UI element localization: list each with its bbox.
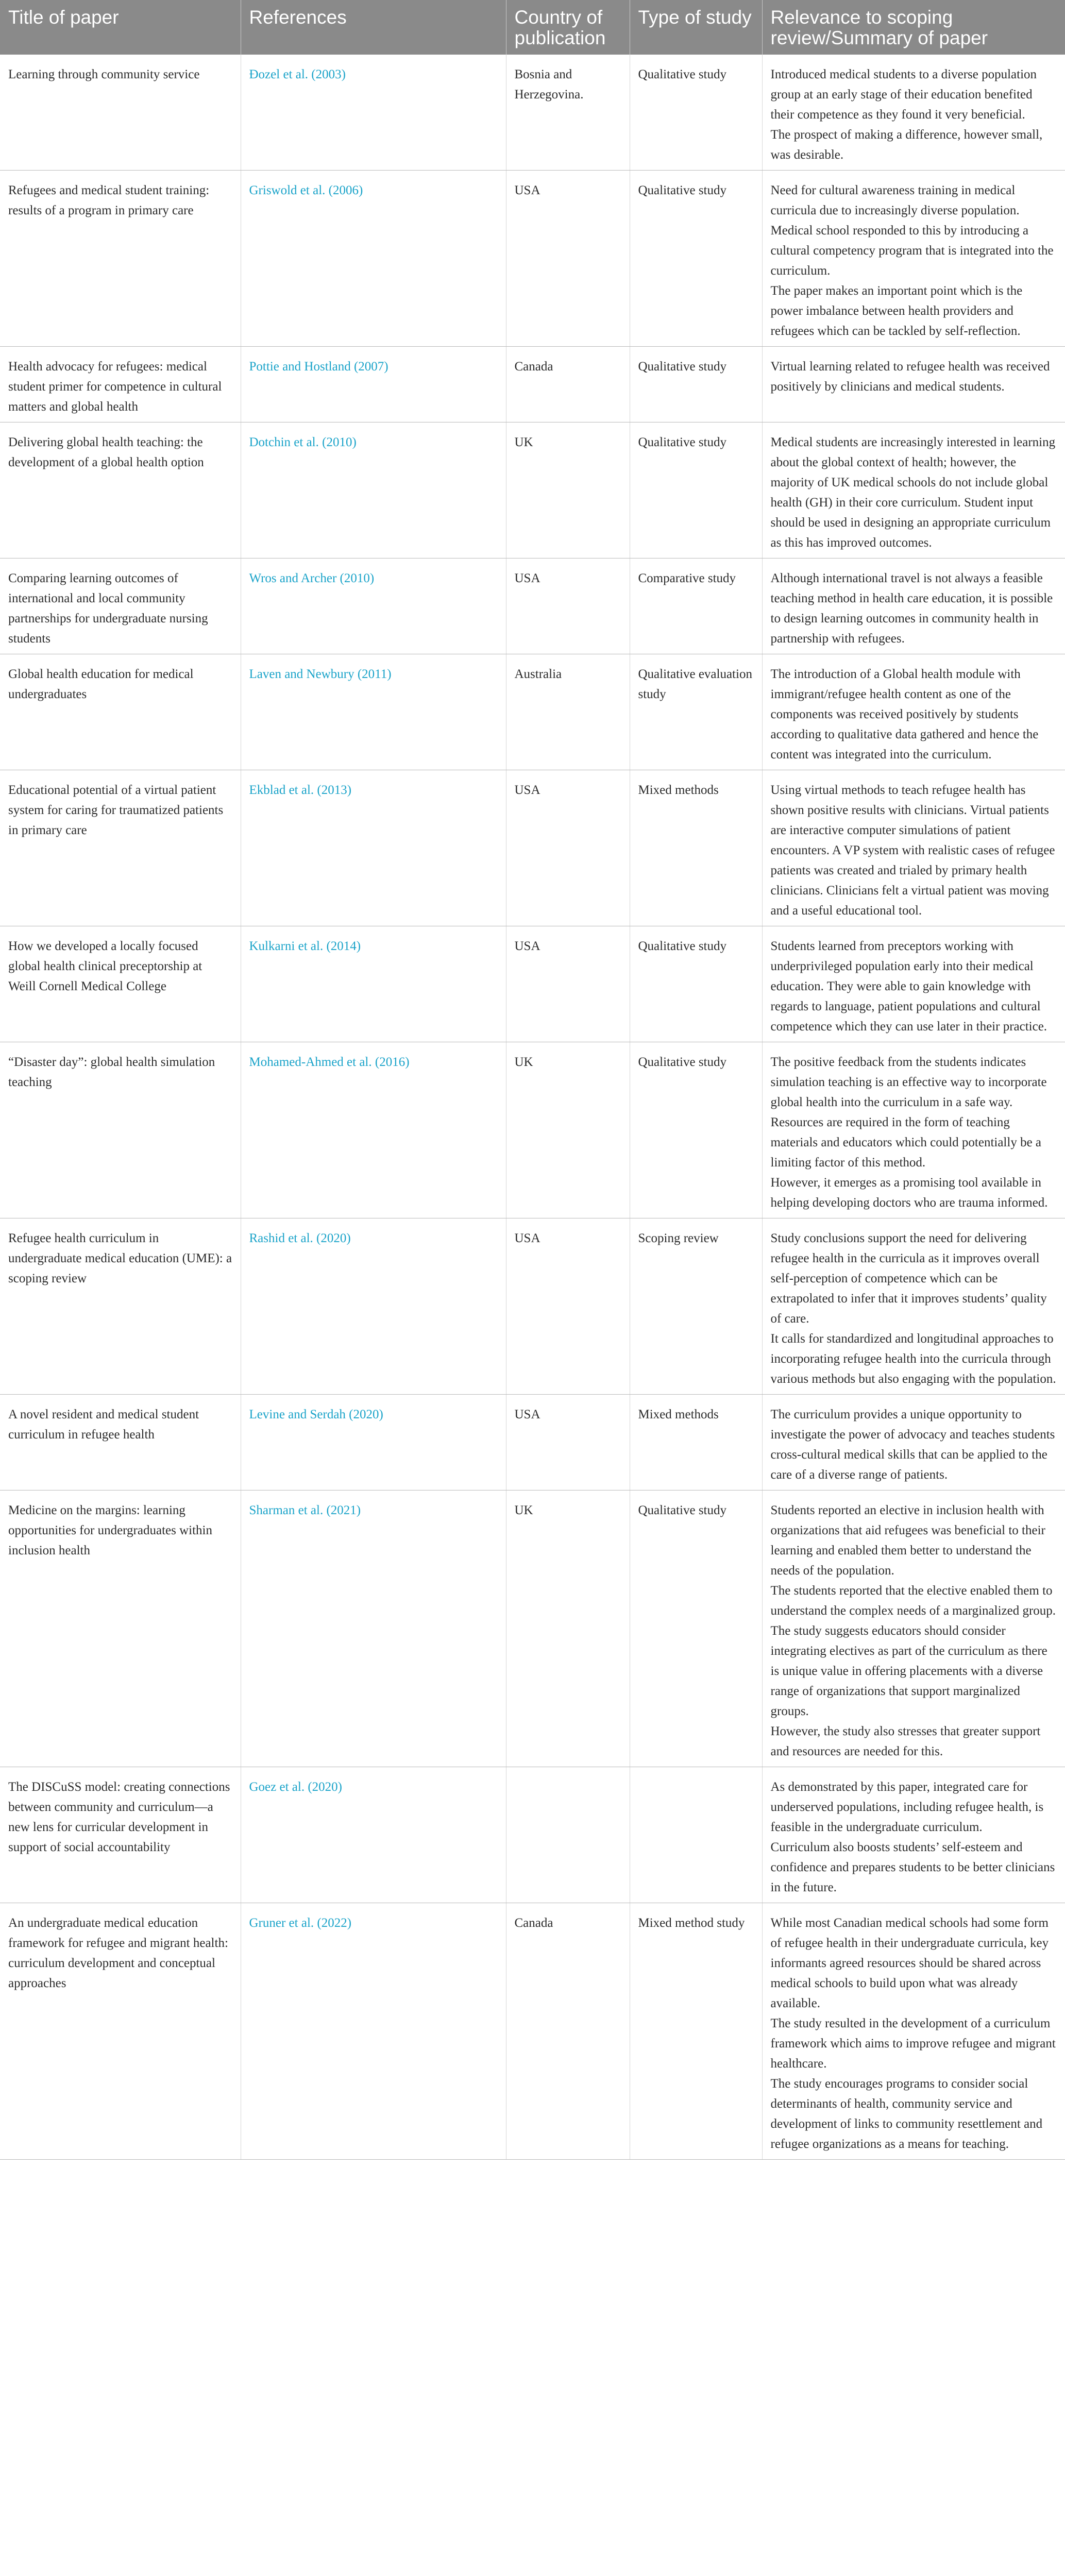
table-row bbox=[0, 1042, 1065, 1218]
study-type-cell: Comparative study bbox=[630, 558, 762, 654]
reference-cell bbox=[241, 1042, 506, 1218]
summary-paragraph: It calls for standardized and longitudinal approaches to incorporating refugee health into the curricula through various methods but also engaging with the population. bbox=[770, 1332, 1056, 1386]
paper-title-cell: Global health education for medical undergraduates bbox=[0, 654, 241, 770]
table-row bbox=[0, 347, 1065, 422]
table-row bbox=[0, 926, 1065, 1042]
table-row bbox=[0, 654, 1065, 770]
paper-title-cell: Refugee health curriculum in undergraduate medical education (UME): a scoping review bbox=[0, 1218, 241, 1395]
summary-cell bbox=[762, 1218, 1065, 1395]
summary-paragraph: While most Canadian medical schools had some form of refugee health in their undergraduate curricula, key informants agreed resources should be shared across medical schools to build upon what was already available. bbox=[770, 1916, 1049, 2010]
country-cell: USA bbox=[506, 770, 630, 926]
paper-title-cell: “Disaster day”: global health simulation teaching bbox=[0, 1042, 241, 1218]
table-row bbox=[0, 558, 1065, 654]
reference-link[interactable]: Levine and Serdah (2020) bbox=[249, 1408, 383, 1421]
reference-cell bbox=[241, 347, 506, 422]
summary-paragraph: The prospect of making a difference, however small, was desirable. bbox=[770, 128, 1043, 162]
summary-paragraph: The study resulted in the development of a curriculum framework which aims to improve refugee and migrant healthcare. bbox=[770, 2016, 1056, 2071]
summary-paragraph: Students reported an elective in inclusion health with organizations that aid refugees was beneficial to their learning and enabled them better to understand the needs of the population. bbox=[770, 1503, 1045, 1578]
country-cell: UK bbox=[506, 1042, 630, 1218]
table-row bbox=[0, 1395, 1065, 1490]
summary-paragraph: However, the study also stresses that greater support and resources are needed for this. bbox=[770, 1724, 1041, 1758]
summary-paragraph: Although international travel is not always a feasible teaching method in health care education, it is possible to design learning outcomes in community health in partnership with refugees. bbox=[770, 571, 1053, 646]
study-type-cell: Mixed methods bbox=[630, 770, 762, 926]
table-body bbox=[0, 55, 1065, 2160]
reference-cell bbox=[241, 171, 506, 347]
reference-cell bbox=[241, 1490, 506, 1767]
table-row bbox=[0, 55, 1065, 171]
paper-title-cell: A novel resident and medical student curriculum in refugee health bbox=[0, 1395, 241, 1490]
study-type-cell bbox=[630, 1767, 762, 1903]
reference-link[interactable]: Laven and Newbury (2011) bbox=[249, 667, 392, 681]
reference-cell bbox=[241, 55, 506, 171]
study-type-cell: Mixed methods bbox=[630, 1395, 762, 1490]
header-relevance-summary: Relevance to scoping review/Summary of paper bbox=[762, 0, 1065, 55]
reference-link[interactable]: Ekblad et al. (2013) bbox=[249, 783, 352, 797]
summary-cell bbox=[762, 926, 1065, 1042]
reference-link[interactable]: Đozel et al. (2003) bbox=[249, 67, 346, 81]
summary-paragraph: The curriculum provides a unique opportunity to investigate the power of advocacy and teaches students cross-cultural medical skills that can be applied to the care of a diverse range of patients. bbox=[770, 1408, 1055, 1482]
reference-link[interactable]: Mohamed-Ahmed et al. (2016) bbox=[249, 1055, 410, 1069]
reference-link[interactable]: Goez et al. (2020) bbox=[249, 1780, 342, 1794]
reference-link[interactable]: Gruner et al. (2022) bbox=[249, 1916, 352, 1930]
study-type-cell: Qualitative study bbox=[630, 55, 762, 171]
paper-title-cell: Comparing learning outcomes of international and local community partnerships for undergraduate nursing students bbox=[0, 558, 241, 654]
reference-link[interactable]: Kulkarni et al. (2014) bbox=[249, 939, 361, 953]
header-title-of-paper: Title of paper bbox=[0, 0, 241, 55]
study-type-cell: Qualitative study bbox=[630, 1042, 762, 1218]
summary-paragraph: Medical students are increasingly interested in learning about the global context of health; however, the majority of UK medical schools do not include global health (GH) in their core curriculum. Student input should be used in designing an appropriate curriculum as this has improved outcomes. bbox=[770, 435, 1056, 550]
country-cell: UK bbox=[506, 422, 630, 558]
reference-link[interactable]: Griswold et al. (2006) bbox=[249, 183, 363, 197]
paper-title-cell: An undergraduate medical education framework for refugee and migrant health: curriculum development and conceptual approaches bbox=[0, 1903, 241, 2160]
country-cell: USA bbox=[506, 558, 630, 654]
paper-title-cell: Learning through community service bbox=[0, 55, 241, 171]
country-cell: USA bbox=[506, 171, 630, 347]
summary-paragraph: Using virtual methods to teach refugee health has shown positive results with clinicians. Virtual patients are interactive computer simulations of patient encounters. A VP system with realistic cases of refugee patients was created and trialed by primary health clinicians. Clinicians felt a virtual patient was moving and a useful educational tool. bbox=[770, 783, 1055, 918]
reference-link[interactable]: Wros and Archer (2010) bbox=[249, 571, 375, 585]
reference-cell bbox=[241, 1767, 506, 1903]
study-type-cell: Qualitative study bbox=[630, 347, 762, 422]
paper-title-cell: The DISCuSS model: creating connections between community and curriculum—a new lens for curricular development in support of social accountability bbox=[0, 1767, 241, 1903]
summary-paragraph: Introduced medical students to a diverse population group at an early stage of their education benefited their competence as they found it very beneficial. bbox=[770, 67, 1037, 122]
summary-paragraph: Study conclusions support the need for delivering refugee health in the curricula as it improves overall self-perception of competence which can be extrapolated to infer that it improves students’ quality of care. bbox=[770, 1231, 1047, 1326]
summary-paragraph: Need for cultural awareness training in medical curricula due to increasingly diverse population. Medical school responded to this by introducing a cultural competency program that is integrated into the curriculum. bbox=[770, 183, 1054, 278]
country-cell: Canada bbox=[506, 347, 630, 422]
table-row bbox=[0, 171, 1065, 347]
reference-cell bbox=[241, 422, 506, 558]
study-type-cell: Scoping review bbox=[630, 1218, 762, 1395]
summary-paragraph: The introduction of a Global health module with immigrant/refugee health content as one of the components was received positively by students according to qualitative data gathered and hence the content was integrated into the curriculum. bbox=[770, 667, 1039, 761]
reference-cell bbox=[241, 926, 506, 1042]
header-references: References bbox=[241, 0, 506, 55]
table-row bbox=[0, 770, 1065, 926]
summary-cell bbox=[762, 1042, 1065, 1218]
summary-cell bbox=[762, 1490, 1065, 1767]
country-cell bbox=[506, 1767, 630, 1903]
country-cell: USA bbox=[506, 1218, 630, 1395]
summary-cell bbox=[762, 55, 1065, 171]
reference-cell bbox=[241, 1903, 506, 2160]
summary-cell bbox=[762, 347, 1065, 422]
reference-cell bbox=[241, 558, 506, 654]
summary-cell bbox=[762, 654, 1065, 770]
table-row bbox=[0, 1767, 1065, 1903]
reference-cell bbox=[241, 1395, 506, 1490]
reference-cell bbox=[241, 1218, 506, 1395]
study-type-cell: Mixed method study bbox=[630, 1903, 762, 2160]
table-row bbox=[0, 1218, 1065, 1395]
summary-cell bbox=[762, 422, 1065, 558]
summary-cell bbox=[762, 1767, 1065, 1903]
study-type-cell: Qualitative study bbox=[630, 422, 762, 558]
study-type-cell: Qualitative evaluation study bbox=[630, 654, 762, 770]
table-row bbox=[0, 1903, 1065, 2160]
paper-title-cell: Health advocacy for refugees: medical student primer for competence in cultural matters and global health bbox=[0, 347, 241, 422]
table-row bbox=[0, 1490, 1065, 1767]
reference-link[interactable]: Sharman et al. (2021) bbox=[249, 1503, 361, 1517]
summary-paragraph: As demonstrated by this paper, integrated care for underserved populations, including refugee health, is feasible in the undergraduate curriculum. bbox=[770, 1780, 1044, 1834]
country-cell: USA bbox=[506, 1395, 630, 1490]
summary-paragraph: Resources are required in the form of teaching materials and educators which could potentially be a limiting factor of this method. bbox=[770, 1115, 1042, 1170]
summary-paragraph: The paper makes an important point which is the power imbalance between health providers and refugees which can be tackled by self-reflection. bbox=[770, 284, 1023, 338]
reference-link[interactable]: Rashid et al. (2020) bbox=[249, 1231, 351, 1245]
summary-paragraph: Virtual learning related to refugee health was received positively by clinicians and medical students. bbox=[770, 360, 1050, 394]
paper-title-cell: Delivering global health teaching: the development of a global health option bbox=[0, 422, 241, 558]
country-cell: Canada bbox=[506, 1903, 630, 2160]
summary-cell bbox=[762, 770, 1065, 926]
country-cell: USA bbox=[506, 926, 630, 1042]
table-header-row bbox=[0, 0, 1065, 55]
summary-cell bbox=[762, 1395, 1065, 1490]
country-cell: UK bbox=[506, 1490, 630, 1767]
header-type-of-study: Type of study bbox=[630, 0, 762, 55]
paper-title-cell: Educational potential of a virtual patient system for caring for traumatized patients in primary care bbox=[0, 770, 241, 926]
reference-cell bbox=[241, 654, 506, 770]
summary-paragraph: The study encourages programs to consider social determinants of health, community service and development of links to community resettlement and refugee organizations as a means for teaching. bbox=[770, 2077, 1043, 2151]
study-type-cell: Qualitative study bbox=[630, 171, 762, 347]
summary-paragraph: However, it emerges as a promising tool available in helping developing doctors who are trauma informed. bbox=[770, 1176, 1048, 1210]
summary-cell bbox=[762, 558, 1065, 654]
summary-cell bbox=[762, 1903, 1065, 2160]
reference-link[interactable]: Pottie and Hostland (2007) bbox=[249, 360, 388, 374]
summary-paragraph: Curriculum also boosts students’ self-esteem and confidence and prepares students to be better clinicians in the future. bbox=[770, 1840, 1055, 1894]
summary-paragraph: The students reported that the elective enabled them to understand the complex needs of a marginalized group. The study suggests educators should consider integrating electives as part of the curriculum as there is unique value in offering placements with a diverse range of organizations that support marginalized groups. bbox=[770, 1584, 1056, 1718]
reference-link[interactable]: Dotchin et al. (2010) bbox=[249, 435, 357, 449]
table-row bbox=[0, 422, 1065, 558]
paper-title-cell: Refugees and medical student training: results of a program in primary care bbox=[0, 171, 241, 347]
summary-cell bbox=[762, 171, 1065, 347]
header-country-of-publication: Country of publication bbox=[506, 0, 630, 55]
paper-title-cell: How we developed a locally focused global health clinical preceptorship at Weill Cornell Medical College bbox=[0, 926, 241, 1042]
study-type-cell: Qualitative study bbox=[630, 1490, 762, 1767]
paper-title-cell: Medicine on the margins: learning opportunities for undergraduates within inclusion health bbox=[0, 1490, 241, 1767]
country-cell: Australia bbox=[506, 654, 630, 770]
country-cell: Bosnia and Herzegovina. bbox=[506, 55, 630, 171]
reference-cell bbox=[241, 770, 506, 926]
study-type-cell: Qualitative study bbox=[630, 926, 762, 1042]
summary-paragraph: The positive feedback from the students indicates simulation teaching is an effective way to incorporate global health into the curriculum in a safe way. bbox=[770, 1055, 1047, 1109]
table-header bbox=[0, 0, 1065, 55]
summary-paragraph: Students learned from preceptors working with underprivileged population early into their medical education. They were able to gain knowledge with regards to language, patient populations and cultural competence which they can use later in their practice. bbox=[770, 939, 1047, 1033]
